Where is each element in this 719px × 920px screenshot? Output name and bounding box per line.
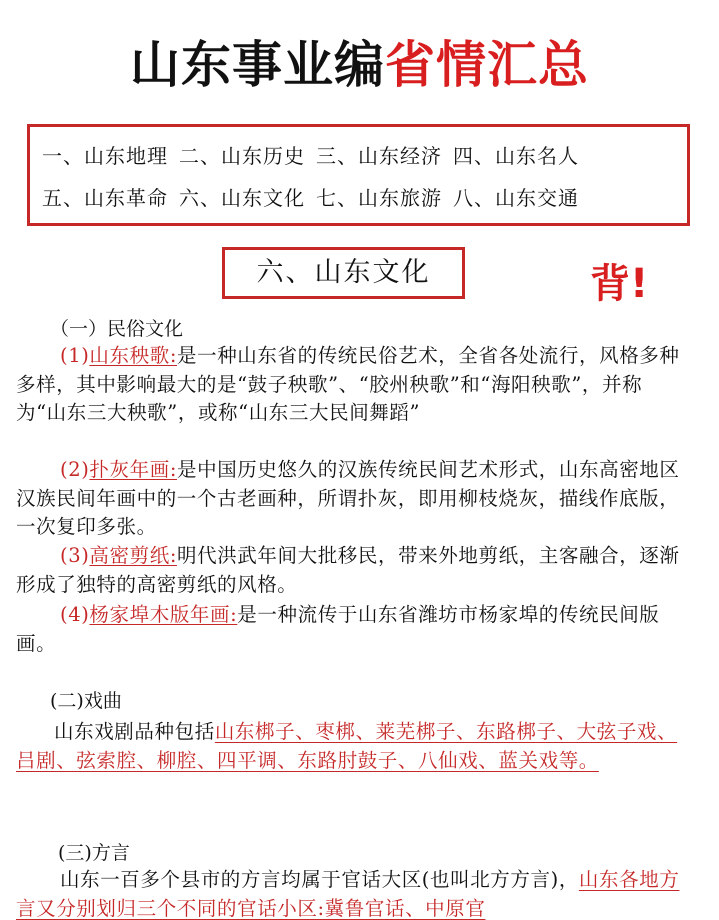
item-text: 明代洪武年间大批移民，带来外地剪纸，主客融合，逐渐形成了独特的高密剪纸的风格。 <box>16 544 680 596</box>
folk-item-2 <box>16 456 692 542</box>
folk-item-1 <box>16 342 692 428</box>
toc-item: 三、山东经济 <box>316 144 442 168</box>
item-term: 山东秧歌: <box>89 344 177 367</box>
item-text: 是一种山东省的传统民俗艺术，全省各处流行，风格多种多样，其中影响最大的是“鼓子秧歌”、“胶州秧歌”和“海阳秧歌”，并称为“山东三大秧歌”，或称“山东三大民间舞蹈” <box>16 344 680 424</box>
dialect-heading: (三)方言 <box>58 842 130 864</box>
folk-item-4 <box>16 601 692 658</box>
table-of-contents <box>27 124 690 226</box>
toc-row-2 <box>42 183 590 213</box>
toc-item: 四、山东名人 <box>453 144 579 168</box>
item-term: 扑灰年画: <box>89 458 177 481</box>
dialect-text-2: 山东各地方言又分别划归三个不同的官话小区:冀鲁官话、中原官 <box>16 868 680 920</box>
item-number: (2) <box>60 458 90 481</box>
item-number: (1) <box>60 344 90 367</box>
item-number: (3) <box>60 544 90 567</box>
opera-paragraph <box>16 718 692 775</box>
toc-row-1 <box>42 141 590 171</box>
folk-item-3 <box>16 542 692 599</box>
dialect-paragraph <box>16 866 692 920</box>
dialect-text-1: 山东一百多个县市的方言均属于官话大区(也叫北方方言)， <box>60 868 579 891</box>
memorize-mark: 背! <box>590 261 649 307</box>
opera-lead: 山东戏剧品种包括 <box>54 720 215 743</box>
toc-item: 八、山东交通 <box>453 186 579 210</box>
toc-item: 七、山东旅游 <box>316 186 442 210</box>
title-red-part: 省情汇总 <box>385 36 589 94</box>
opera-list: 山东梆子、枣梆、莱芜梆子、东路梆子、大弦子戏、吕剧、弦索腔、柳腔、四平调、东路肘鼓子、八仙戏、蓝关戏等。 <box>16 720 678 772</box>
item-term: 杨家埠木版年画: <box>89 603 238 626</box>
toc-item: 五、山东革命 <box>42 186 168 210</box>
page-title <box>0 30 719 100</box>
toc-item: 一、山东地理 <box>42 144 168 168</box>
section-title: 六、山东文化 <box>222 247 465 299</box>
opera-heading: (二)戏曲 <box>50 690 122 712</box>
title-black-part: 山东事业编 <box>130 36 385 94</box>
toc-item: 六、山东文化 <box>179 186 305 210</box>
item-number: (4) <box>60 603 90 626</box>
item-text: 是一种流传于山东省潍坊市杨家埠的传统民间版画。 <box>16 603 660 655</box>
item-term: 高密剪纸: <box>89 544 177 567</box>
folk-heading: （一）民俗文化 <box>50 318 184 340</box>
item-text: 是中国历史悠久的汉族传统民间艺术形式，山东高密地区汉族民间年画中的一个古老画种，所谓扑灰，即用柳枝烧灰，描线作底版，一次复印多张。 <box>16 458 680 538</box>
toc-item: 二、山东历史 <box>179 144 305 168</box>
